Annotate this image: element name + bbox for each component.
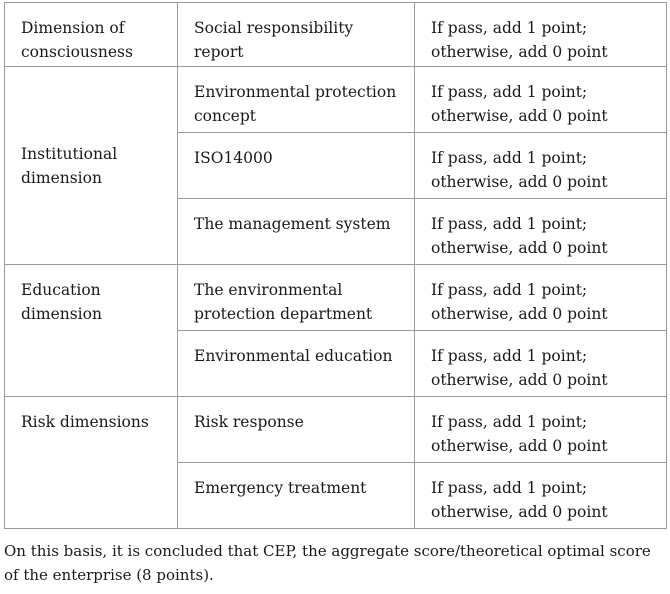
indicator-cell: The management system — [178, 199, 415, 265]
indicator-cell: Emergency treatment — [178, 463, 415, 529]
dimension-cell: Institutional dimension — [5, 67, 178, 265]
indicator-cell: Environmental protection concept — [178, 67, 415, 133]
indicator-cell: The environmental protection department — [178, 265, 415, 331]
table-row — [5, 397, 667, 463]
rule-cell: If pass, add 1 point; otherwise, add 0 point — [415, 133, 667, 199]
indicator-cell: Social responsibility report — [178, 3, 415, 67]
rule-cell: If pass, add 1 point; otherwise, add 0 point — [415, 397, 667, 463]
rule-cell: If pass, add 1 point; otherwise, add 0 point — [415, 67, 667, 133]
table-row — [5, 265, 667, 331]
rule-cell: If pass, add 1 point; otherwise, add 0 point — [415, 463, 667, 529]
footnote: On this basis, it is concluded that CEP, the aggregate score/theoretical optimal score of the enterprise (8 points). — [4, 542, 651, 584]
dimension-cell: Education dimension — [5, 265, 178, 397]
scoring-table — [4, 2, 667, 529]
rule-cell: If pass, add 1 point; otherwise, add 0 point — [415, 3, 667, 67]
rule-cell: If pass, add 1 point; otherwise, add 0 point — [415, 265, 667, 331]
dimension-cell: Risk dimensions — [5, 397, 178, 529]
rule-cell: If pass, add 1 point; otherwise, add 0 point — [415, 199, 667, 265]
table-row — [5, 67, 667, 133]
table-row — [5, 3, 667, 67]
indicator-cell: Risk response — [178, 397, 415, 463]
indicator-cell: Environmental education — [178, 331, 415, 397]
rule-cell: If pass, add 1 point; otherwise, add 0 point — [415, 331, 667, 397]
dimension-cell: Dimension of consciousness — [5, 3, 178, 67]
indicator-cell: ISO14000 — [178, 133, 415, 199]
